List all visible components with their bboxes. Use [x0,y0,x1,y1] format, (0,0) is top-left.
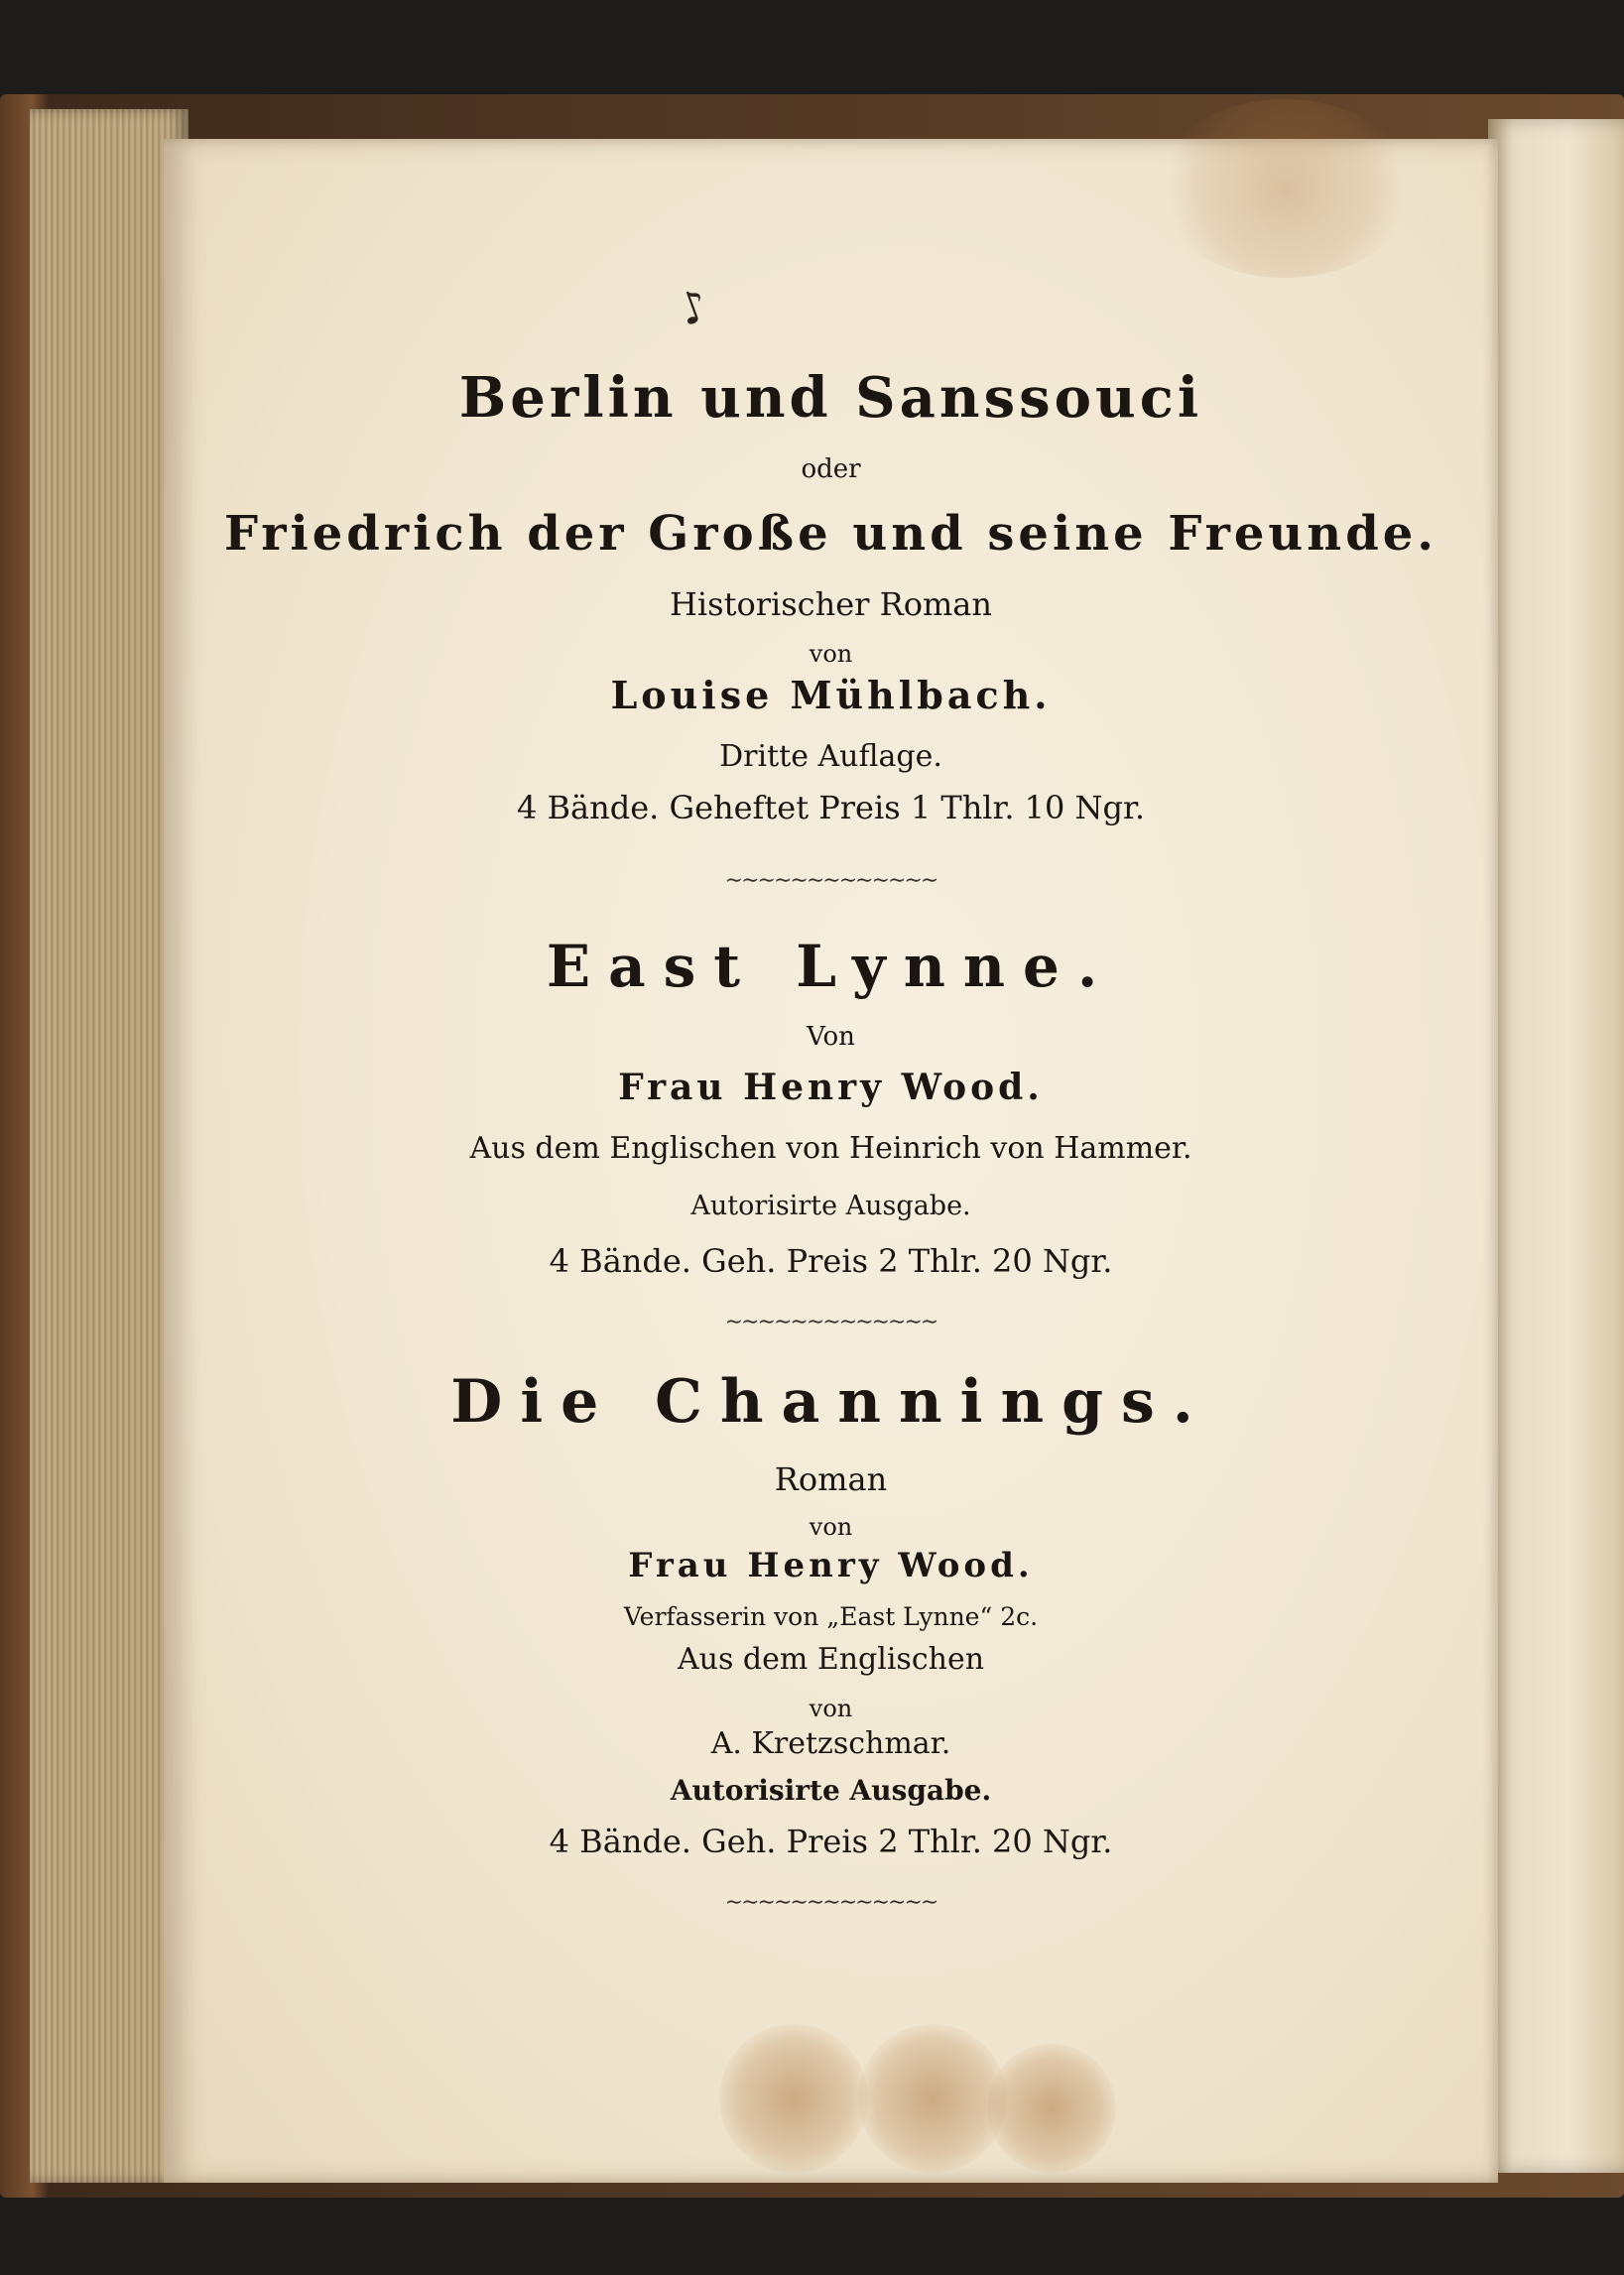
ornament-rule: ∼∼∼∼∼∼∼∼∼∼∼∼∼ [724,1890,937,1915]
book1-edition: Dritte Auflage. [719,739,942,774]
book2-edition: Autorisirte Ausgabe. [690,1191,971,1221]
book1-connector: oder [801,454,861,484]
stain [858,2024,1007,2173]
book3-translator: A. Kretzschmar. [710,1726,951,1761]
book1-by: von [809,640,853,668]
book3-author-note: Verfasserin von „East Lynne“ 2c. [623,1602,1039,1631]
book1-price: 4 Bände. Geheftet Preis 1 Thlr. 10 Ngr. [517,789,1145,826]
pencil-mark-icon: ♪ [672,279,715,337]
book3-genre: Roman [774,1460,888,1498]
book3-translation-by: von [809,1695,853,1722]
book2-price: 4 Bände. Geh. Preis 2 Thlr. 20 Ngr. [549,1242,1113,1280]
book2-by: Von [807,1022,855,1052]
book1-author: Louise Mühlbach. [610,673,1052,717]
facing-page [1488,119,1624,2173]
book1-subtitle: Friedrich der Große und seine Freunde. [223,506,1438,562]
ornament-rule: ∼∼∼∼∼∼∼∼∼∼∼∼∼ [724,868,937,893]
book2-author: Frau Henry Wood. [618,1067,1044,1108]
ornament-rule: ∼∼∼∼∼∼∼∼∼∼∼∼∼ [724,1310,937,1334]
book3-translation: Aus dem Englischen [677,1642,985,1677]
book2-title: East Lynne. [546,933,1116,1000]
book2-translation: Aus dem Englischen von Heinrich von Hammer. [469,1131,1192,1166]
stain [1156,99,1414,278]
stain [987,2044,1116,2173]
book1-genre: Historischer Roman [670,585,992,623]
book3-author: Frau Henry Wood. [628,1546,1034,1585]
book1-title: Berlin und Sanssouci [458,365,1203,431]
book3-by: von [809,1513,853,1541]
book3-price: 4 Bände. Geh. Preis 2 Thlr. 20 Ngr. [549,1823,1113,1860]
book3-title: Die Channings. [450,1367,1211,1437]
book3-edition: Autorisirte Ausgabe. [670,1774,992,1807]
stain [719,2024,868,2173]
